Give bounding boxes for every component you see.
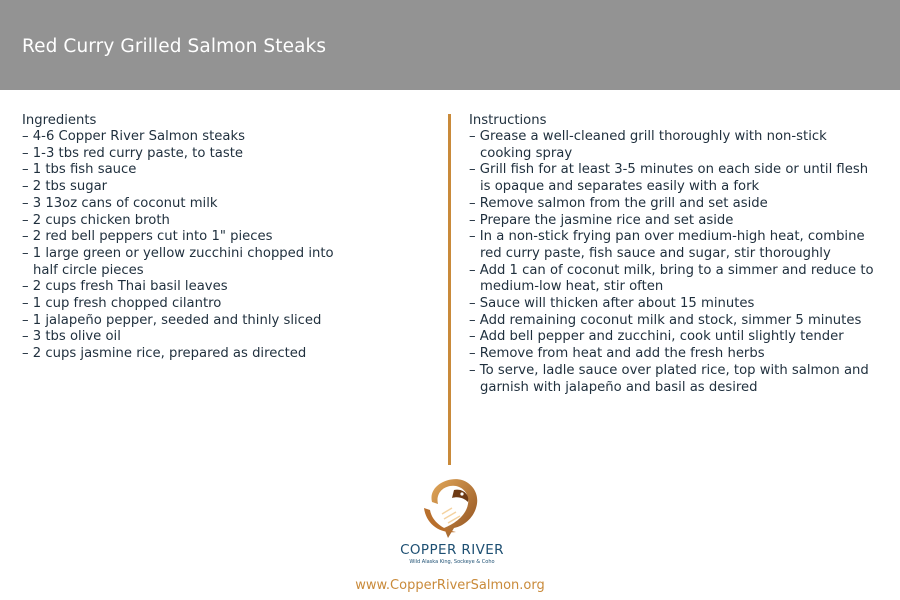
ingredient-item: – 2 tbs sugar <box>22 179 432 196</box>
instruction-step: – Add bell pepper and zucchini, cook until slightly tender <box>469 329 884 346</box>
brand-tagline: Wild Alaska King, Sockeye & Coho <box>409 559 495 565</box>
instruction-step: – Grease a well-cleaned grill thoroughly with non-stick cooking spray <box>469 129 845 162</box>
ingredient-item: – 1 large green or yellow zucchini chopped into half circle pieces <box>22 246 343 279</box>
salmon-logo-icon <box>418 474 486 540</box>
ingredient-item: – 2 cups fresh Thai basil leaves <box>22 279 432 296</box>
website-link[interactable]: www.CopperRiverSalmon.org <box>355 578 545 593</box>
instructions-list <box>469 129 884 396</box>
ingredient-item: – 3 tbs olive oil <box>22 329 432 346</box>
instruction-step: – In a non-stick frying pan over medium-high heat, combine red curry paste, fish sauce and sugar, stir thoroughly <box>469 229 882 262</box>
brand-name: COPPER RIVER <box>400 542 504 558</box>
instruction-step: – To serve, ladle sauce over plated rice, top with salmon and garnish with jalapeño and basil as desired <box>469 363 882 396</box>
ingredient-item: – 2 cups chicken broth <box>22 213 432 230</box>
ingredients-heading: Ingredients <box>22 113 97 128</box>
ingredient-item: – 2 red bell peppers cut into 1" pieces <box>22 229 432 246</box>
instruction-step: – Prepare the jasmine rice and set aside <box>469 213 884 230</box>
recipe-title: Red Curry Grilled Salmon Steaks <box>22 36 327 57</box>
instructions-section <box>469 112 884 396</box>
ingredient-item: – 1 jalapeño pepper, seeded and thinly sliced <box>22 313 432 330</box>
ingredient-item: – 1 tbs fish sauce <box>22 162 432 179</box>
ingredient-item: – 1 cup fresh chopped cilantro <box>22 296 432 313</box>
instruction-step: – Add 1 can of coconut milk, bring to a simmer and reduce to medium-low heat, stir often <box>469 263 882 296</box>
instructions-heading: Instructions <box>469 113 547 128</box>
title-banner <box>0 0 900 90</box>
instruction-step: – Remove from heat and add the fresh herbs <box>469 346 884 363</box>
instruction-step: – Grill fish for at least 3-5 minutes on each side or until flesh is opaque and separates easily with a fork <box>469 162 875 195</box>
column-divider <box>448 114 451 465</box>
ingredient-item: – 1-3 tbs red curry paste, to taste <box>22 146 432 163</box>
instruction-step: – Add remaining coconut milk and stock, simmer 5 minutes <box>469 313 884 330</box>
instruction-step: – Remove salmon from the grill and set aside <box>469 196 884 213</box>
ingredients-list <box>22 129 432 363</box>
ingredient-item: – 4-6 Copper River Salmon steaks <box>22 129 432 146</box>
copper-river-logo <box>392 474 512 565</box>
ingredient-item: – 2 cups jasmine rice, prepared as directed <box>22 346 432 363</box>
instruction-step: – Sauce will thicken after about 15 minutes <box>469 296 884 313</box>
ingredient-item: – 3 13oz cans of coconut milk <box>22 196 432 213</box>
ingredients-section <box>22 112 432 363</box>
